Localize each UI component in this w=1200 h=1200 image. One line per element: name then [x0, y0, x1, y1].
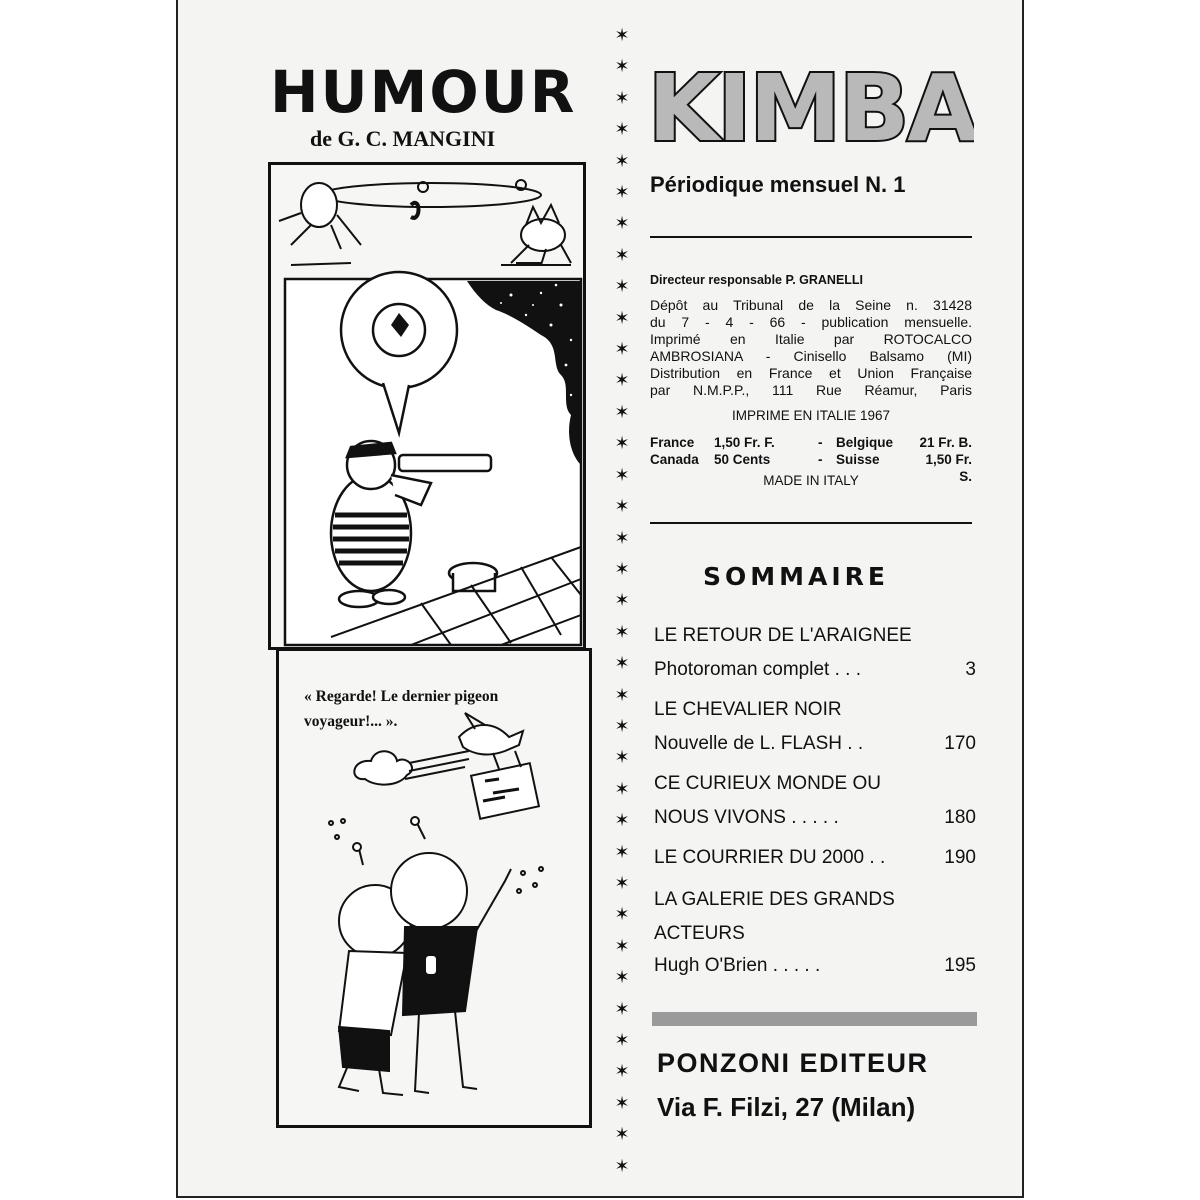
toc-entry: NOUS VIVONS . . . . . 180	[654, 806, 976, 846]
comic-panel-top	[268, 162, 586, 650]
star-icon: ✶	[614, 904, 630, 925]
star-icon: ✶	[614, 213, 630, 234]
toc-entry: Hugh O'Brien . . . . . 195	[654, 954, 976, 988]
divider-middle	[650, 522, 972, 524]
star-icon: ✶	[614, 56, 630, 77]
star-icon: ✶	[614, 653, 630, 674]
legal-block	[650, 297, 972, 399]
toc-entry: CE CURIEUX MONDE OU	[654, 773, 881, 794]
star-icon: ✶	[614, 872, 630, 893]
price-value: 1,50 Fr. F.	[714, 435, 775, 450]
price-country: Suisse	[836, 452, 880, 467]
star-icon: ✶	[614, 150, 630, 171]
star-icon: ✶	[614, 25, 630, 45]
star-icon: ✶	[614, 307, 630, 328]
star-icon: ✶	[614, 998, 630, 1019]
star-icon: ✶	[614, 339, 630, 360]
sommaire-heading: SOMMAIRE	[703, 562, 889, 591]
legal-line: Distribution en France et Union Française	[650, 365, 972, 381]
star-icon: ✶	[614, 119, 630, 140]
legal-line: du 7 - 4 - 66 - publication mensuelle.	[650, 314, 972, 330]
publisher-address: Via F. Filzi, 27 (Milan)	[657, 1092, 916, 1122]
comic-caption	[304, 684, 574, 734]
toc-entry: Photoroman complet . . . 3	[654, 658, 976, 698]
legal-line: Dépôt au Tribunal de la Seine n. 31428	[650, 297, 972, 313]
star-icon: ✶	[614, 433, 630, 454]
grey-bar	[652, 1012, 977, 1026]
star-icon: ✶	[614, 527, 630, 548]
star-icon: ✶	[614, 87, 630, 108]
price-country: France	[650, 435, 695, 450]
toc-entry: ACTEURS	[654, 923, 745, 944]
publisher-name: PONZONI EDITEUR	[657, 1048, 929, 1078]
toc-page: 3	[965, 659, 976, 680]
caption-line-1: « Regarde! Le dernier pigeon	[304, 688, 499, 705]
comic-illustration-telescope	[271, 165, 583, 647]
star-icon: ✶	[614, 1092, 630, 1113]
price-value: 1,50 Fr. S.	[925, 452, 972, 484]
divider-top	[650, 236, 972, 238]
star-icon: ✶	[614, 370, 630, 391]
caption-line-2: voyageur!... ».	[304, 713, 398, 730]
toc-list	[654, 624, 976, 988]
star-icon: ✶	[614, 778, 630, 799]
toc-entry: LA GALERIE DES GRANDS	[654, 889, 895, 910]
issue-subtitle: Périodique mensuel N. 1	[650, 172, 906, 197]
legal-line: par N.M.P.P., 111 Rue Réamur, Paris	[650, 382, 972, 398]
star-divider	[612, 20, 632, 1182]
kimba-logo-text: KIMBA	[648, 55, 974, 148]
star-icon: ✶	[614, 464, 630, 485]
toc-entry: Nouvelle de L. FLASH . . 170	[654, 732, 976, 772]
star-icon: ✶	[614, 841, 630, 862]
star-icon: ✶	[614, 590, 630, 611]
star-icon: ✶	[614, 747, 630, 768]
toc-entry: LE COURRIER DU 2000 . . 190	[654, 846, 976, 888]
legal-line: AMBROSIANA - Cinisello Balsamo (MI)	[650, 348, 972, 364]
directeur-line: Directeur responsable P. GRANELLI	[650, 273, 864, 287]
price-country: Belgique	[836, 435, 894, 450]
price-row: Canada 50 Cents - Suisse 1,50 Fr. S.	[650, 452, 972, 484]
price-row: France 1,50 Fr. F. - Belgique 21 Fr. B.	[650, 435, 972, 450]
star-icon: ✶	[614, 967, 630, 988]
toc-page: 195	[944, 955, 976, 976]
star-icon: ✶	[614, 1124, 630, 1145]
toc-page: 190	[944, 847, 976, 868]
star-icon: ✶	[614, 1030, 630, 1050]
star-icon: ✶	[614, 182, 630, 203]
star-icon: ✶	[614, 715, 630, 736]
star-icon: ✶	[614, 684, 630, 705]
star-icon: ✶	[614, 1061, 630, 1082]
price-value: 50 Cents	[714, 452, 771, 467]
star-icon: ✶	[614, 1155, 630, 1176]
legal-line: Imprimé en Italie par ROTOCALCO	[650, 331, 972, 347]
made-in-line: MADE IN ITALY	[763, 473, 859, 488]
toc-entry: LE RETOUR DE L'ARAIGNEE	[654, 625, 912, 646]
toc-page: 180	[944, 807, 976, 828]
humour-title: HUMOUR	[270, 58, 577, 126]
toc-page: 170	[944, 733, 976, 754]
author-credit: de G. C. MANGINI	[310, 126, 496, 151]
star-icon: ✶	[614, 276, 630, 297]
star-icon: ✶	[614, 935, 630, 956]
price-value: 21 Fr. B.	[919, 435, 972, 450]
kimba-logo	[648, 52, 974, 153]
star-icon: ✶	[614, 558, 630, 579]
star-icon: ✶	[614, 401, 630, 422]
imprime-line: IMPRIME EN ITALIE 1967	[731, 408, 891, 423]
price-country: Canada	[650, 452, 699, 467]
star-icon: ✶	[614, 244, 630, 265]
star-icon: ✶	[614, 496, 630, 517]
toc-entry: LE CHEVALIER NOIR	[654, 699, 842, 720]
star-icon: ✶	[614, 810, 630, 831]
star-icon: ✶	[614, 621, 630, 642]
